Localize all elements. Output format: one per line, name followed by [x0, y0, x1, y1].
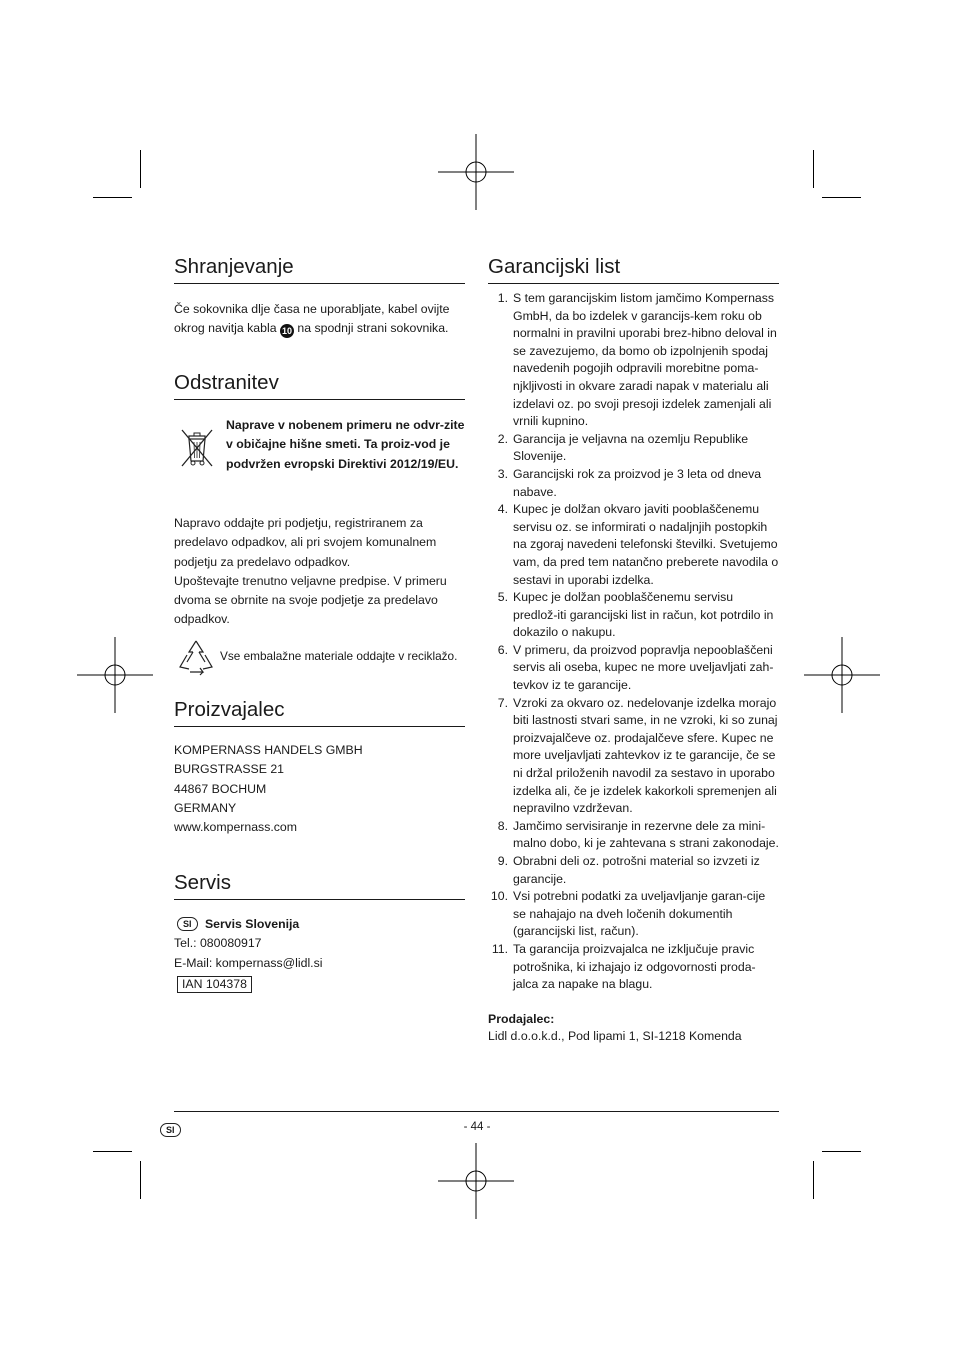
ian-box: IAN 104378 — [177, 976, 252, 993]
service-section — [174, 868, 465, 994]
disposal-warning: Naprave v nobenem primeru ne odvr-zite v običajne hišne smeti. Ta proiz-vod je podvržen evropski Direktivi 2012/19/EU. — [226, 418, 465, 471]
service-phone: Tel.: 080080917 — [174, 936, 262, 951]
disposal-paragraph: Napravo oddajte pri podjetju, registriranem za predelavo odpadkov, ali pri svojem komunalnem podjetju za predelavo odpadkov. — [174, 516, 437, 569]
country-badge: SI — [160, 1123, 181, 1137]
service-name: Servis Slovenija — [204, 917, 300, 931]
list-item: 6. V primeru, da proizvod popravlja nepooblaščeni servis ali oseba, kupec ne more uveljavljati zah-tevkov iz te garancije. — [497, 642, 774, 693]
manufacturer-line: BURGSTRASSE 21 — [174, 762, 285, 777]
storage-section — [174, 252, 465, 339]
service-email: E-Mail: kompernass@lidl.si — [174, 955, 323, 970]
list-item: 3. Garancijski rok za proizvod je 3 leta od dneva nabave. — [497, 466, 762, 499]
cable-ref-number: 10 — [281, 326, 292, 337]
warranty-section — [488, 252, 779, 1046]
list-item: 7. Vzroki za okvaro oz. nedelovanje izdelka morajo biti lastnosti stvari same, in ne vzroki, ki so zunaj proizvajalčeve oz. prodajalčeve sfere. Kupec ne more uveljavljati zahtevkov iz te garancije, če se ni držal priloženih navodil za sestavo in uporabo izdelka ali, če je izdelek kakorkoli spremenjen ali nepravilno vzdrževan. — [497, 695, 778, 816]
section-title: Shranjevanje — [174, 252, 465, 284]
list-item: 11. Ta garancija proizvajalca ne izključuje pravic potrošnika, ki izhajajo iz odgovornosti proda-jalca za napake na blagu. — [491, 941, 756, 992]
storage-text — [174, 300, 465, 339]
registration-mark-icon — [77, 637, 153, 713]
seller-label: Prodajalec: — [488, 1011, 555, 1026]
recycle-icon — [176, 638, 216, 676]
storage-text-part: na spodnji strani sokovnika. — [297, 321, 449, 336]
page-number: - 44 - — [463, 1121, 491, 1133]
recycle-text: Vse embalažne materiale oddajte v reciklažo. — [220, 648, 458, 663]
weee-bin-icon — [178, 428, 216, 468]
list-item: 9. Obrabni deli oz. potrošni material so izvzeti iz garancije. — [497, 854, 760, 886]
warranty-list — [488, 290, 779, 994]
section-title: Servis — [174, 868, 465, 900]
disposal-paragraph: Upoštevajte trenutno veljavne predpise. V primeru dvoma se obrnite na svoje podjetje za predelavo odpadkov. — [174, 573, 447, 627]
manufacturer-line: GERMANY — [174, 800, 237, 815]
section-title: Odstranitev — [174, 368, 465, 400]
list-item: 2. Garancija je veljavna na ozemlju Republike Slovenije. — [497, 431, 749, 464]
list-item: 10. Vsi potrebni podatki za uveljavljanje garan-cije se nahajajo na dveh ločenih dokumentih (garancijski list, račun). — [490, 889, 766, 939]
storage-text-part: Če sokovnika dlje časa ne uporabljate, kabel ovijte okrog navitja kabla — [174, 302, 450, 336]
seller-address: Lidl d.o.o.k.d., Pod lipami 1, SI-1218 Komenda — [488, 1029, 742, 1044]
list-item: 4. Kupec je dolžan okvaro javiti pooblaščenemu servisu oz. se informirati o nadaljnjih postopkih na zgoraj navedeni telefonski številki. Svetujemo vam, da pred tem natančno preberete navodila o sestavi in uporabi izdelka. — [497, 502, 779, 587]
manufacturer-line: 44867 BOCHUM — [174, 781, 267, 796]
disposal-section — [174, 368, 465, 678]
list-item: 8. Jamčimo servisiranje in rezervne dele za mini-malno dobo, ki je zahtevana s strani zakonodaje. — [497, 818, 779, 851]
registration-mark-icon — [438, 1143, 514, 1219]
country-badge: SI — [177, 917, 198, 931]
manufacturer-line: KOMPERNASS HANDELS GMBH — [174, 743, 363, 757]
footer-divider — [174, 1111, 779, 1112]
section-title: Garancijski list — [488, 252, 779, 284]
manufacturer-section — [174, 695, 465, 837]
section-title: Proizvajalec — [174, 695, 465, 727]
list-item: 5. Kupec je dolžan pooblaščenemu servisu predlož-iti garancijski list in račun, kot potrdilo in dokazilo o nakupu. — [497, 590, 774, 640]
service-name-row — [174, 915, 465, 934]
manufacturer-website: www.kompernass.com — [174, 820, 298, 835]
registration-mark-icon — [804, 637, 880, 713]
list-item: 1. S tem garancijskim listom jamčimo Kompernass GmbH, da bo izdelek v garancijs-kem roku ob normalni in pravilni uporabi brez-hibno deloval in se zavezujemo, da bomo ob izpolnjenih spodaj navedenih pogojih odpravili morebitne poma-njkljivosti in okvare zaradi napak v materialu ali izdelavi oz. po svoji presoji izdelek zamenjali ali vrnili kupnino. — [497, 291, 777, 429]
registration-mark-icon — [438, 134, 514, 210]
